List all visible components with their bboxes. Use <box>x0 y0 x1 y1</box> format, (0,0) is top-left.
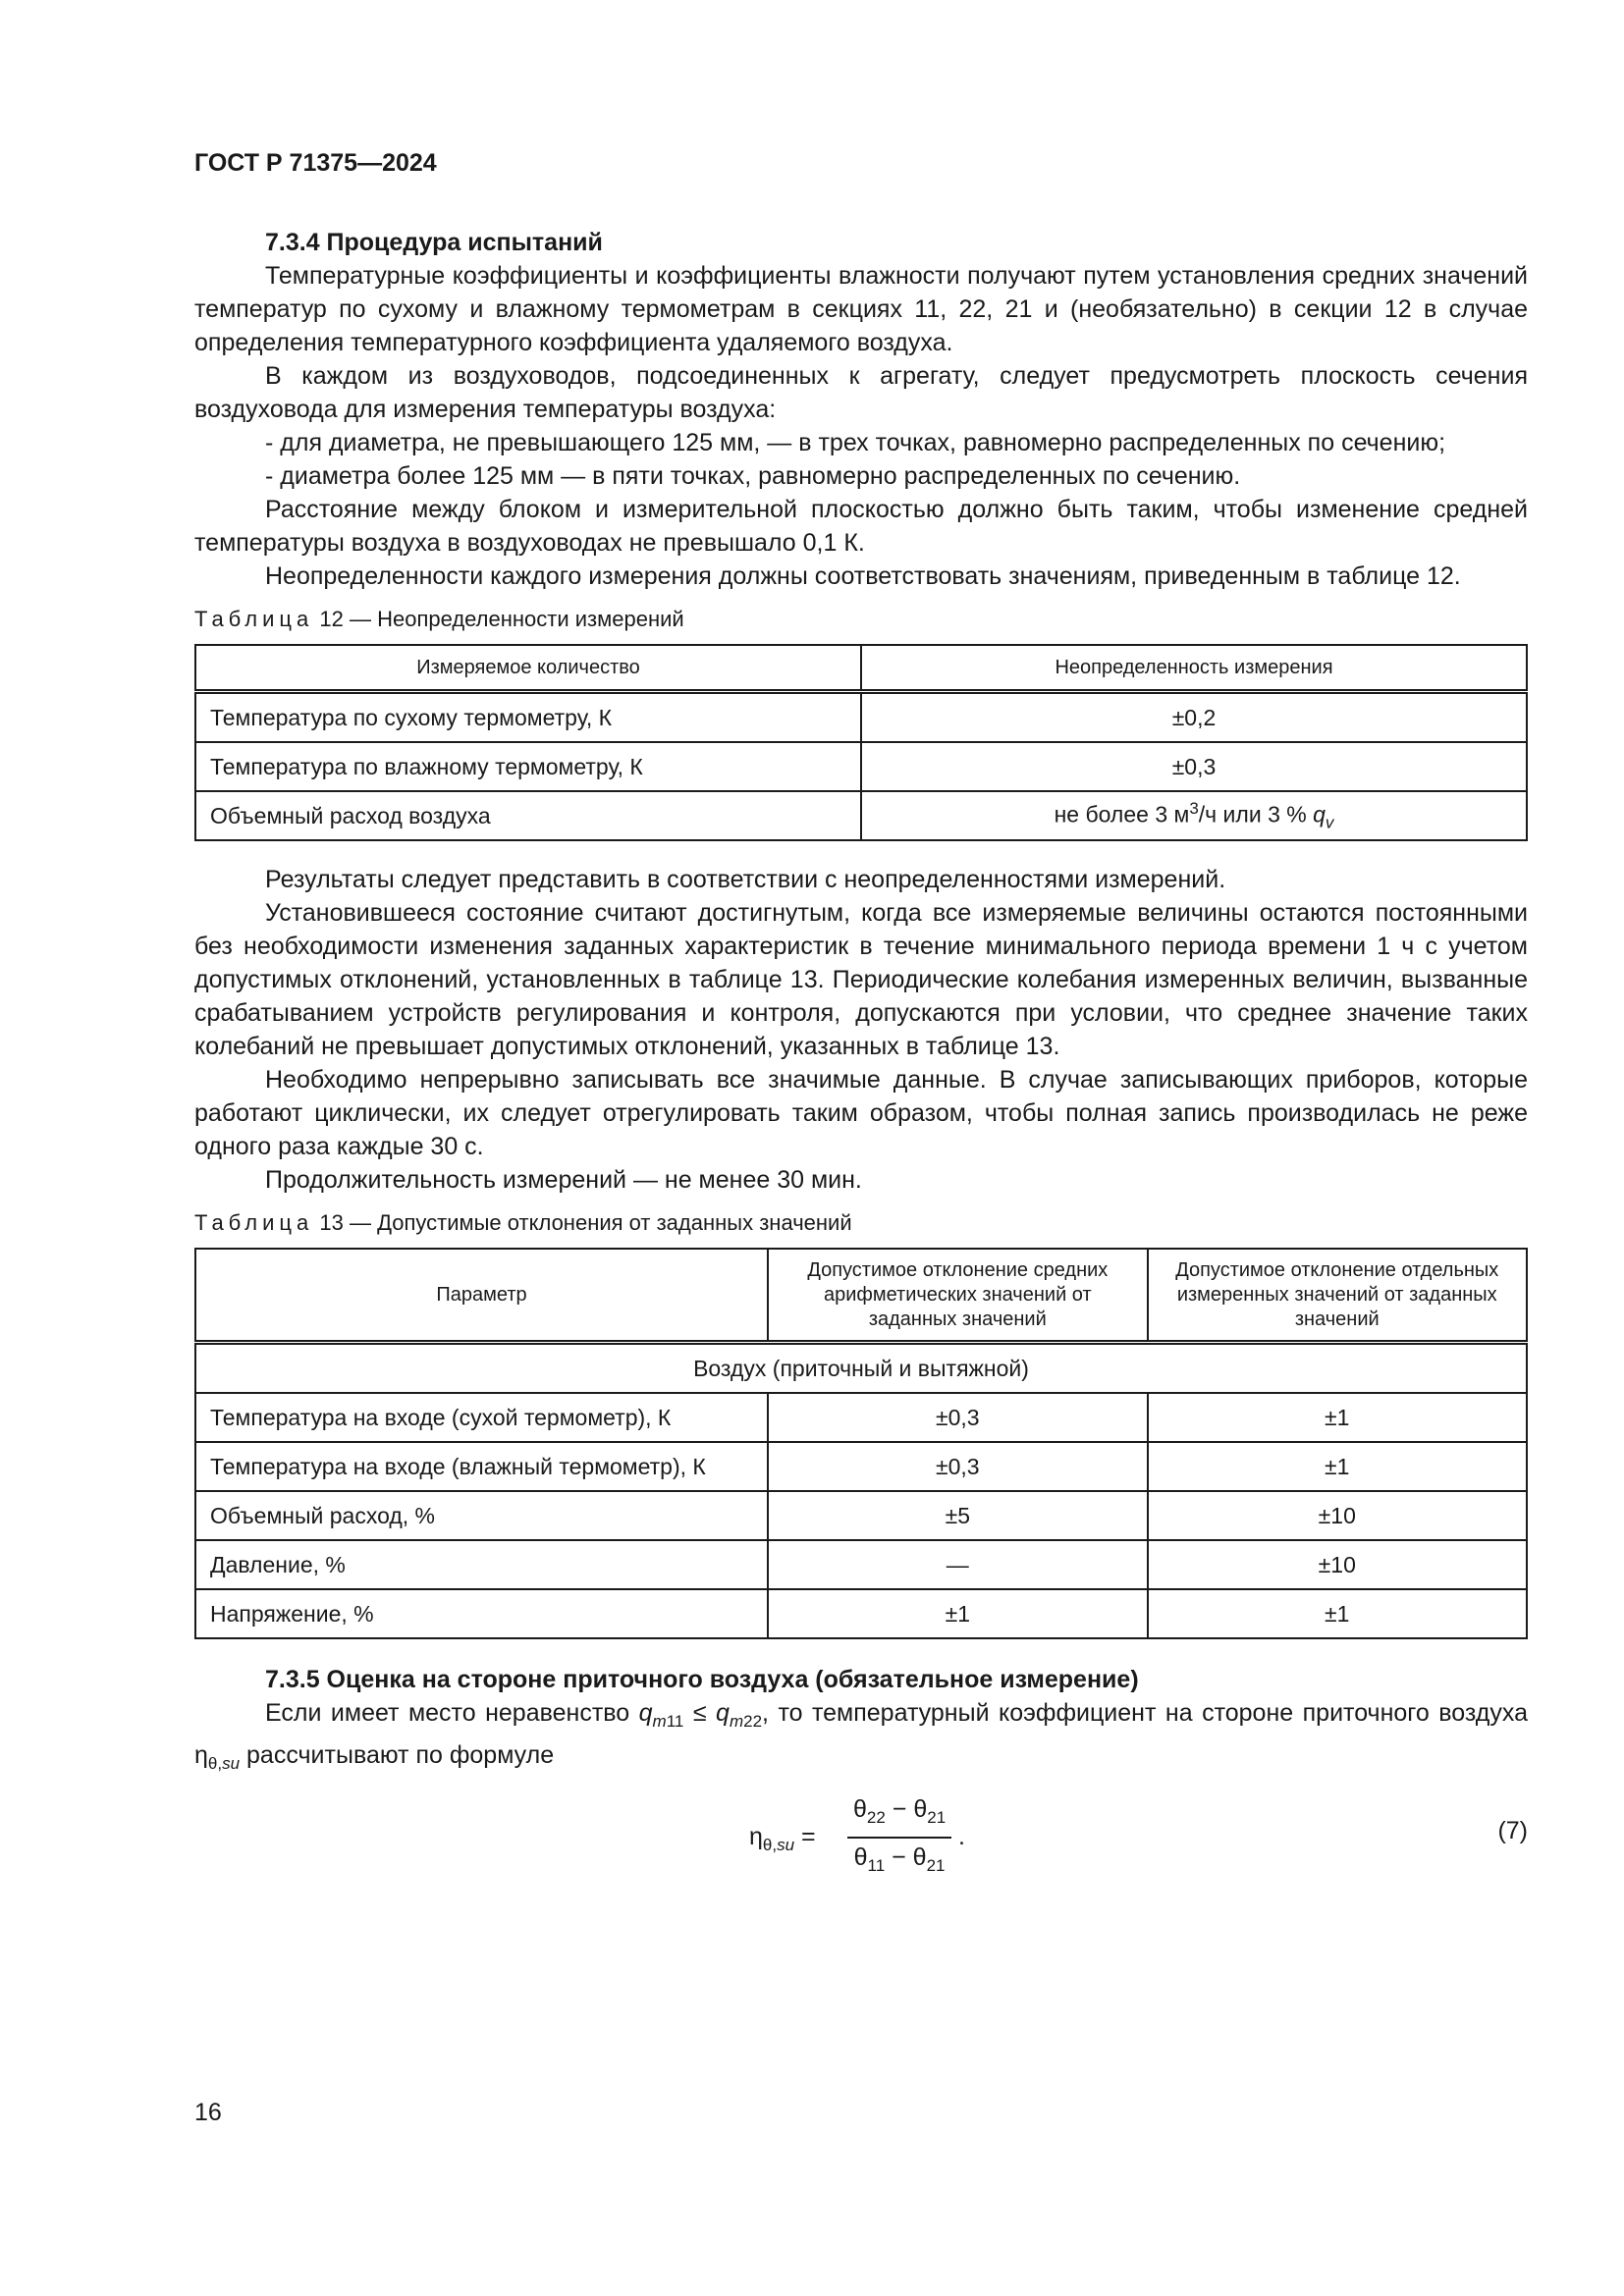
table-cell: Давление, % <box>195 1540 768 1589</box>
formula-7 <box>194 1790 1528 1889</box>
table-cell: ±1 <box>1148 1589 1527 1638</box>
paragraph: Расстояние между блоком и измерительной плоскостью должно быть таким, чтобы изменение средней температуры воздуха в воздуховодах не превышало 0,1 К. <box>194 496 1528 557</box>
section-title-7-3-4: 7.3.4 Процедура испытаний <box>265 229 603 256</box>
column-header: Измеряемое количество <box>195 645 861 692</box>
formula-denominator: $\theta_{11} - \theta_{21}$ <box>853 1843 946 1876</box>
table-13-caption: Таблица 13 — Допустимые отклонения от заданных значений <box>194 1210 852 1236</box>
column-header: Допустимое отклонение средних арифметических значений от заданных значений <box>768 1249 1147 1343</box>
table-header-row <box>195 645 1527 692</box>
paragraph: Температурные коэффициенты и коэффициенты влажности получают путем установления средних значений температур по сухому и влажному термометрам в секциях 11, 22, 21 и (необязательно) в секции 12 в случае определения температурного коэффициента удаляемого воздуха. <box>194 262 1528 356</box>
document-header: ГОСТ Р 71375—2024 <box>194 149 437 177</box>
column-header: Параметр <box>195 1249 768 1343</box>
formula-number: (7) <box>1497 1817 1528 1845</box>
table-row <box>195 742 1527 791</box>
formula-lhs: $\eta_{\theta,su}$ = <box>749 1823 816 1855</box>
inequality-math: $q_{m11} \le q_{m22}$ <box>638 1699 763 1732</box>
table-cell: ±0,3 <box>861 742 1527 791</box>
table-row <box>195 1491 1527 1540</box>
table-cell: ±0,3 <box>768 1442 1147 1491</box>
table-cell: Воздух (приточный и вытяжной) <box>195 1343 1527 1394</box>
table-cell: ±0,3 <box>768 1393 1147 1442</box>
section-title-7-3-5: 7.3.5 Оценка на стороне приточного воздуха (обязательное измерение) <box>265 1666 1139 1694</box>
table-cell: Температура по влажному термометру, К <box>195 742 861 791</box>
table-12 <box>194 644 1528 841</box>
paragraph: В каждом из воздуховодов, подсоединенных к агрегату, следует предусмотреть плоскость сечения воздуховода для измерения температуры воздуха: <box>194 362 1528 423</box>
table-row <box>195 1589 1527 1638</box>
table-cell: ±10 <box>1148 1540 1527 1589</box>
table-cell: Температура на входе (сухой термометр), К <box>195 1393 768 1442</box>
table-row <box>195 791 1527 840</box>
table-cell: Температура по сухому термометру, К <box>195 692 861 743</box>
table-header-row <box>195 1249 1527 1343</box>
list-item: - диаметра более 125 мм — в пяти точках, равномерно распределенных по сечению. <box>265 462 1241 490</box>
paragraph: Необходимо непрерывно записывать все значимые данные. В случае записывающих приборов, которые работают циклически, их следует отрегулировать таким образом, чтобы полная запись производилась не реже одного раза каждые 30 с. <box>194 1066 1528 1161</box>
table-row <box>195 1540 1527 1589</box>
table-cell: Температура на входе (влажный термометр), К <box>195 1442 768 1491</box>
table-cell: ±1 <box>768 1589 1147 1638</box>
list-item: - для диаметра, не превышающего 125 мм, — в трех точках, равномерно распределенных по сечению; <box>265 429 1446 456</box>
column-header: Неопределенность измерения <box>861 645 1527 692</box>
formula-numerator: $\theta_{22} - \theta_{21}$ <box>847 1790 951 1839</box>
table-cell: Объемный расход воздуха <box>195 791 861 840</box>
table-cell: ±5 <box>768 1491 1147 1540</box>
table-12-caption: Таблица 12 — Неопределенности измерений <box>194 607 684 631</box>
table-cell: Напряжение, % <box>195 1589 768 1638</box>
paragraph: Установившееся состояние считают достигнутым, когда все измеряемые величины остаются постоянными без необходимости изменения заданных характеристик в течение минимального периода времени 1 ч с учетом допустимых отклонений, установленных в таблице 13. Периодические колебания измеренных величин, вызванные срабатыванием устройств регулирования и контроля, допускаются при условии, что среднее значение таких колебаний не превышает допустимых отклонений, указанных в таблице 13. <box>194 899 1528 1061</box>
table-cell: не более 3 $м^3/ч$ или 3 % $q_v$ <box>861 791 1527 840</box>
table-cell: ±10 <box>1148 1491 1527 1540</box>
paragraph: Результаты следует представить в соответствии с неопределенностями измерений. <box>265 866 1226 894</box>
body-text <box>194 226 1528 1889</box>
table-row <box>195 1393 1527 1442</box>
eta-symbol-math: $\eta_{\theta,su}$ <box>194 1741 241 1774</box>
paragraph: Продолжительность измерений — не менее 30 мин. <box>265 1166 862 1195</box>
formula-period: . <box>958 1823 965 1851</box>
paragraph: Если имеет место неравенство $q_{m11} \le q_{m22}$, то температурный коэффициент на стороне приточного воздуха $\eta_{\theta,su}$ рассчитывают по формуле <box>194 1699 1528 1774</box>
table-group-row <box>195 1343 1527 1394</box>
table-row <box>195 692 1527 743</box>
table-cell: ±0,2 <box>861 692 1527 743</box>
table-cell: — <box>768 1540 1147 1589</box>
table-cell: Объемный расход, % <box>195 1491 768 1540</box>
page-number: 16 <box>194 2099 222 2126</box>
formula-fraction <box>847 1790 951 1885</box>
table-cell: ±1 <box>1148 1442 1527 1491</box>
paragraph: Неопределенности каждого измерения должны соответствовать значениям, приведенным в таблице 12. <box>265 562 1461 590</box>
table-13 <box>194 1248 1528 1639</box>
table-cell: ±1 <box>1148 1393 1527 1442</box>
column-header: Допустимое отклонение отдельных измеренных значений от заданных значений <box>1148 1249 1527 1343</box>
table-row <box>195 1442 1527 1491</box>
